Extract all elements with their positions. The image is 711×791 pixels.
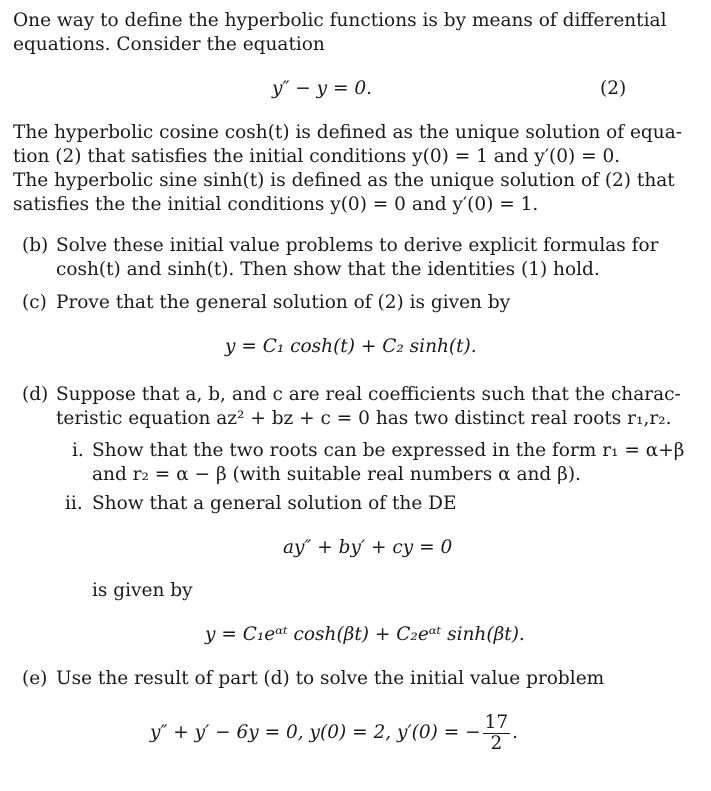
intro-line-2: equations. Consider the equation [13, 34, 325, 55]
definition-line-4: satisfies the the initial conditions y(0) = 0 and y′(0) = 1. [13, 194, 539, 215]
part-d-ii-equation-2: y = C₁eᵅᵗ cosh(βt) + C₂eᵅᵗ sinh(βt). [205, 624, 525, 645]
part-d-label: (d) [22, 384, 49, 405]
part-c-line-1: Prove that the general solution of (2) is given by [56, 292, 511, 313]
intro-line-1: One way to define the hyperbolic functions is by means of differential [13, 10, 667, 31]
part-e-equation-end: . [512, 722, 519, 743]
part-e-equation [150, 712, 518, 754]
part-e-fraction [483, 713, 511, 754]
part-d-ii-line-1: Show that a general solution of the DE [92, 493, 457, 514]
part-b-line-2: cosh(t) and sinh(t). Then show that the identities (1) hold. [56, 259, 600, 280]
part-d-ii-equation: ay″ + by′ + cy = 0 [283, 537, 453, 558]
part-e-line-1: Use the result of part (d) to solve the initial value problem [56, 668, 605, 689]
part-d-i-line-1: Show that the two roots can be expressed in the form r₁ = α+β [92, 440, 685, 461]
part-b-label: (b) [22, 235, 49, 256]
part-c-equation: y = C₁ cosh(t) + C₂ sinh(t). [225, 336, 477, 357]
part-b-line-1: Solve these initial value problems to derive explicit formulas for [56, 235, 659, 256]
definition-line-2: tion (2) that satisfies the initial conditions y(0) = 1 and y′(0) = 0. [13, 146, 621, 167]
definition-line-3: The hyperbolic sine sinh(t) is defined as the unique solution of (2) that [13, 170, 675, 191]
part-d-i-label: i. [72, 440, 84, 461]
part-e-equation-left: y″ + y′ − 6y = 0, y(0) = 2, y′(0) = − [150, 722, 481, 743]
part-c-label: (c) [22, 292, 47, 313]
definition-line-1: The hyperbolic cosine cosh(t) is defined as the unique solution of equa- [13, 122, 682, 143]
fraction-numerator: 17 [484, 711, 509, 733]
part-d-line-2: teristic equation az² + bz + c = 0 has two distinct real roots r₁,r₂. [56, 408, 672, 429]
part-d-ii-label: ii. [65, 493, 83, 514]
part-d-line-1: Suppose that a, b, and c are real coefficients such that the charac- [56, 384, 681, 405]
equation-2-number: (2) [600, 78, 627, 99]
part-d-ii-line-2: is given by [92, 580, 193, 601]
part-e-label: (e) [22, 668, 48, 689]
equation-2: y″ − y = 0. [272, 78, 372, 99]
part-d-i-line-2: and r₂ = α − β (with suitable real numbers α and β). [92, 464, 581, 485]
fraction-denominator: 2 [490, 732, 503, 754]
